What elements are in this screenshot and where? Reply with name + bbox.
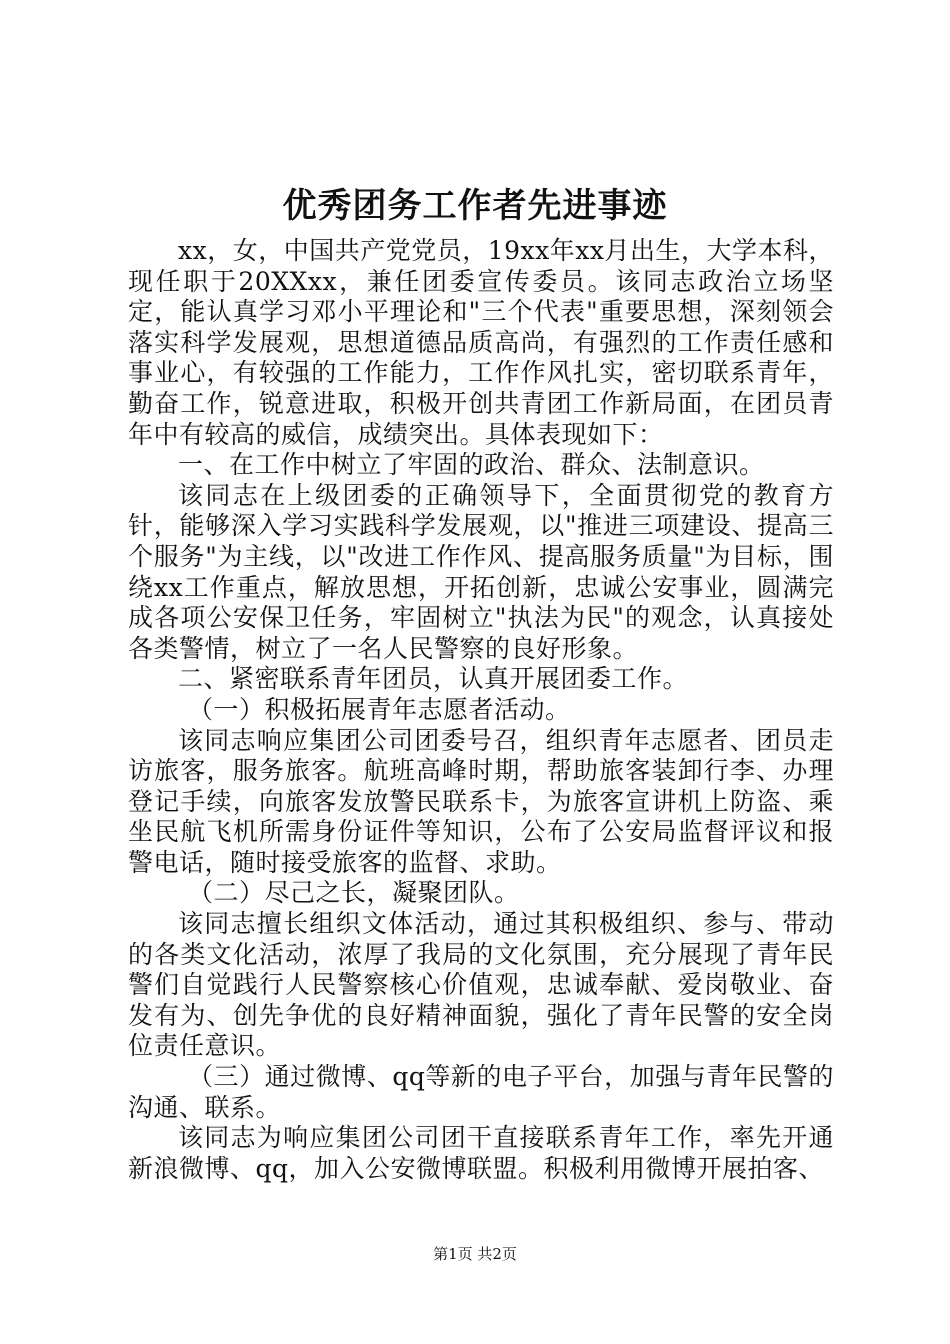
document-body: [128, 236, 834, 1184]
section-heading: 一、在工作中树立了牢固的政治、群众、法制意识。: [178, 450, 765, 480]
paragraph: 该同志擅长组织文体活动，通过其积极组织、参与、带动的各类文化活动，浓厚了我局的文化氛围，充分展现了青年民警们自觉践行人民警察核心价值观，忠诚奉献、爱岗敬业、奋发有为、创先争优的良好精神面貌，强化了青年民警的安全岗位责任意识。: [128, 909, 834, 1061]
section-heading: 二、紧密联系青年团员，认真开展团委工作。: [178, 664, 689, 694]
subsection-heading: （一）积极拓展青年志愿者活动。: [188, 694, 571, 724]
page-footer: 第1页 共2页: [433, 1245, 517, 1263]
paragraph: 该同志响应集团公司团委号召，组织青年志愿者、团员走访旅客，服务旅客。航班高峰时期，帮助旅客装卸行李、办理登记手续，向旅客发放警民联系卡，为旅客宣讲机上防盗、乘坐民航飞机所需身份证件等知识，公布了公安局监督评议和报警电话，随时接受旅客的监督、求助。: [128, 725, 834, 877]
subsection-heading: （三）通过微博、qq等新的电子平台，加强与青年民警的沟通、联系。: [128, 1062, 834, 1122]
paragraph: 该同志在上级团委的正确领导下，全面贯彻党的教育方针，能够深入学习实践科学发展观，以"推进三项建设、提高三个服务"为主线，以"改进工作作风、提高服务质量"为目标，围绕xx工作重点，解放思想，开拓创新，忠诚公安事业，圆满完成各项公安保卫任务，牢固树立"执法为民"的观念，认真接处各类警情，树立了一名人民警察的良好形象。: [128, 480, 834, 663]
document-title: 优秀团务工作者先进事迹: [282, 186, 668, 226]
subsection-heading: （二）尽己之长，凝聚团队。: [188, 878, 520, 908]
paragraph: 该同志为响应集团公司团干直接联系青年工作，率先开通新浪微博、qq，加入公安微博联盟。积极利用微博开展拍客、: [128, 1123, 834, 1183]
paragraph: xx，女，中国共产党党员，19xx年xx月出生，大学本科，现任职于20XXxx，兼任团委宣传委员。该同志政治立场坚定，能认真学习邓小平理论和"三个代表"重要思想，深刻领会落实科学发展观，思想道德品质高尚，有强烈的工作责任感和事业心，有较强的工作能力，工作作风扎实，密切联系青年，勤奋工作，锐意进取，积极开创共青团工作新局面，在团员青年中有较高的威信，成绩突出。具体表现如下：: [128, 236, 834, 449]
